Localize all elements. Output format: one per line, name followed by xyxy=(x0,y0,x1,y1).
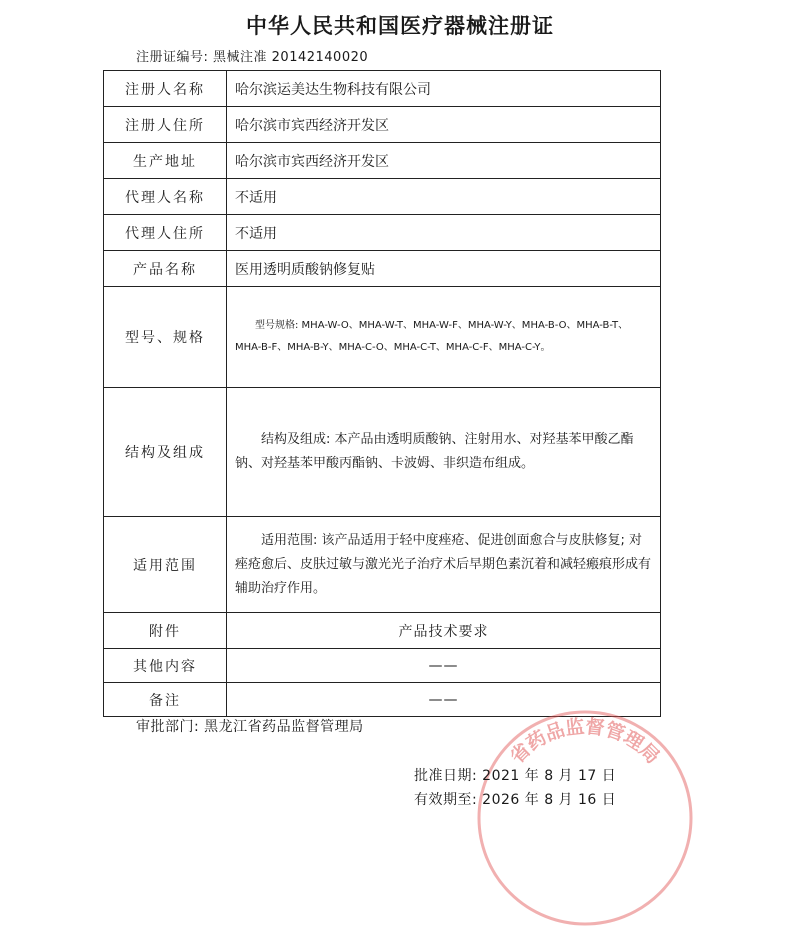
row-value xyxy=(227,388,661,517)
page-title: 中华人民共和国医疗器械注册证 xyxy=(246,14,554,38)
row-scope xyxy=(104,517,661,613)
row-label: 注册人住所 xyxy=(104,107,227,143)
row-value: 产品技术要求 xyxy=(227,613,661,649)
expiry-date xyxy=(414,788,616,812)
models-text: 型号规格: MHA-W-O、MHA-W-T、MHA-W-F、MHA-W-Y、MHA-B-O、MHA-B-T、MHA-B-F、MHA-B-Y、MHA-C-O、MHA-C-T、MHA-C-F、MHA-C-Y。 xyxy=(235,320,629,353)
row-value xyxy=(227,517,661,613)
dates-block xyxy=(414,764,616,812)
row-value: 不适用 xyxy=(227,215,661,251)
approval-date-value: 2021 年 8 月 17 日 xyxy=(482,768,617,784)
row-value: —— xyxy=(227,683,661,717)
official-seal xyxy=(470,703,700,933)
row-value: 医用透明质酸钠修复贴 xyxy=(227,251,661,287)
row-agent-address xyxy=(104,215,661,251)
row-value: 哈尔滨运美达生物科技有限公司 xyxy=(227,71,661,107)
row-label: 生产地址 xyxy=(104,143,227,179)
registration-number-label: 注册证编号: xyxy=(136,50,209,65)
row-agent-name xyxy=(104,179,661,215)
row-label: 结构及组成 xyxy=(104,388,227,517)
row-label: 产品名称 xyxy=(104,251,227,287)
row-value: 哈尔滨市宾西经济开发区 xyxy=(227,143,661,179)
row-attachment xyxy=(104,613,661,649)
approval-date-label: 批准日期: xyxy=(414,768,478,784)
row-models xyxy=(104,287,661,388)
approval-department-value: 黑龙江省药品监督管理局 xyxy=(204,719,364,735)
row-production-address xyxy=(104,143,661,179)
registration-table xyxy=(103,70,661,717)
row-registrant-name xyxy=(104,71,661,107)
row-label: 型号、规格 xyxy=(104,287,227,388)
row-label: 注册人名称 xyxy=(104,71,227,107)
row-value: —— xyxy=(227,649,661,683)
svg-text:省药品监督管理局 xyxy=(506,715,664,769)
registration-number-value: 黑械注准 20142140020 xyxy=(213,50,369,65)
row-value: 不适用 xyxy=(227,179,661,215)
row-structure xyxy=(104,388,661,517)
expiry-date-label: 有效期至: xyxy=(414,792,478,808)
row-other xyxy=(104,649,661,683)
row-label: 备注 xyxy=(104,683,227,717)
approval-date xyxy=(414,764,616,788)
row-value xyxy=(227,287,661,388)
registration-number xyxy=(136,46,368,65)
approval-department xyxy=(136,716,364,736)
row-label: 其他内容 xyxy=(104,649,227,683)
row-label: 适用范围 xyxy=(104,517,227,613)
scope-text: 适用范围: 该产品适用于轻中度痤疮、促进创面愈合与皮肤修复; 对痤疮愈后、皮肤过敏与激光光子治疗术后早期色素沉着和减轻瘢痕形成有辅助治疗作用。 xyxy=(235,532,652,596)
row-label: 代理人住所 xyxy=(104,215,227,251)
row-label: 代理人名称 xyxy=(104,179,227,215)
structure-text: 结构及组成: 本产品由透明质酸钠、注射用水、对羟基苯甲酸乙酯钠、对羟基苯甲酸丙酯钠、卡波姆、非织造布组成。 xyxy=(235,432,634,471)
row-label: 附件 xyxy=(104,613,227,649)
approval-department-label: 审批部门: xyxy=(136,719,200,735)
row-product-name xyxy=(104,251,661,287)
seal-text: 省药品监督管理局 xyxy=(506,715,664,769)
row-registrant-address xyxy=(104,107,661,143)
row-value: 哈尔滨市宾西经济开发区 xyxy=(227,107,661,143)
expiry-date-value: 2026 年 8 月 16 日 xyxy=(482,792,617,808)
